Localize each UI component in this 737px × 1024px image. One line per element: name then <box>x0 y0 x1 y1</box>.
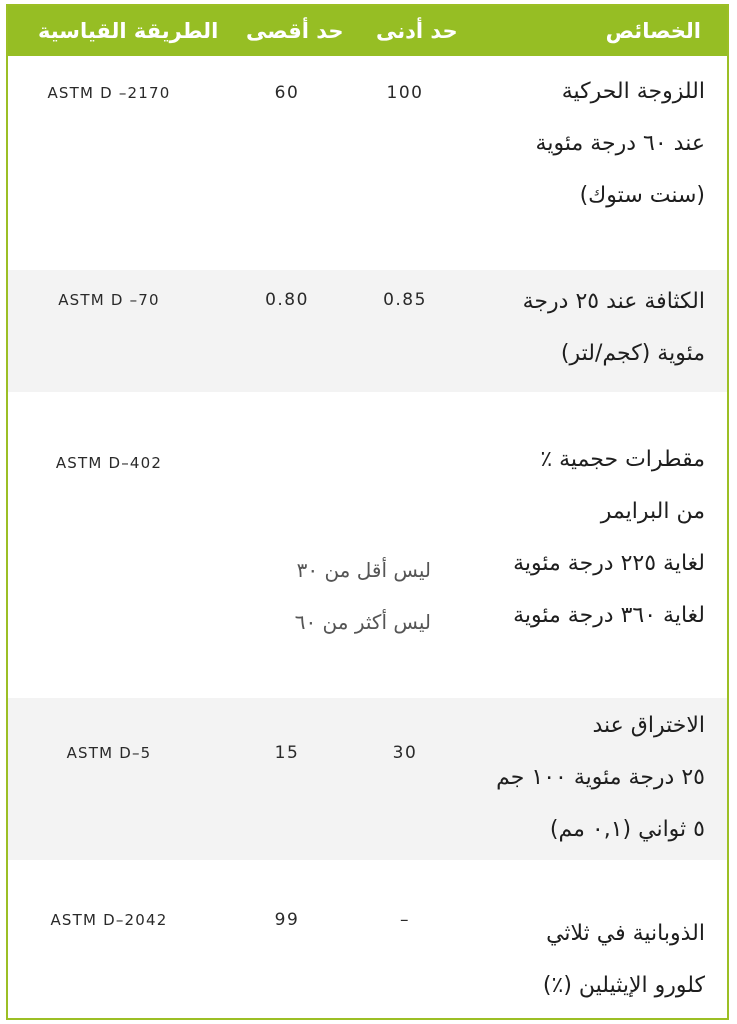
property-cell <box>523 276 705 380</box>
property-cell <box>496 700 705 856</box>
max-value: 0.80 <box>265 290 309 310</box>
property-line: لغاية ٢٢٥ درجة مئوية <box>513 551 705 576</box>
method-value: ASTM D–402 <box>55 454 163 472</box>
property-line: الاختراق عند <box>592 713 705 738</box>
table-row <box>8 860 727 1018</box>
table-row <box>8 392 727 698</box>
distillate-note: ليس أكثر من ٦٠ <box>294 610 431 634</box>
method-value: ASTM D –2170 <box>47 84 171 102</box>
table-header <box>8 6 727 56</box>
specifications-table <box>6 4 729 1020</box>
property-line: لغاية ٣٦٠ درجة مئوية <box>513 603 705 628</box>
min-value: 100 <box>386 83 424 103</box>
max-value: 60 <box>274 83 300 103</box>
property-line: من البرايمر <box>600 499 705 524</box>
property-line: (سنت ستوك) <box>579 183 705 208</box>
property-cell <box>543 908 705 1012</box>
property-line: مئوية (كجم/لتر) <box>560 341 705 366</box>
property-line: ٢٥ درجة مئوية ١٠٠ جم <box>496 765 705 790</box>
property-line: الكثافة عند ٢٥ درجة <box>522 289 705 314</box>
distillate-note: ليس أقل من ٣٠ <box>296 558 431 582</box>
property-line: الذوبانية في ثلاثي <box>546 921 705 946</box>
table-row <box>8 698 727 860</box>
property-line: اللزوجة الحركية <box>561 79 705 104</box>
table-row <box>8 56 727 270</box>
table-row <box>8 270 727 392</box>
property-line: عند ٦٠ درجة مئوية <box>535 131 705 156</box>
property-line: مقطرات حجمية ٪ <box>540 447 705 472</box>
property-line: كلورو الإيثيلين (٪) <box>542 973 705 998</box>
property-cell <box>513 434 705 642</box>
header-max: حد أقصى <box>246 19 344 43</box>
max-value: 15 <box>274 743 300 763</box>
header-method: الطريقة القياسية <box>38 19 219 43</box>
header-min: حد أدنى <box>376 19 458 43</box>
property-cell <box>536 66 705 222</box>
header-property: الخصائص <box>605 19 701 43</box>
method-value: ASTM D–2042 <box>50 911 168 929</box>
max-value: 99 <box>274 910 300 930</box>
property-line: ٥ ثواني (٠,١ مم) <box>549 817 705 842</box>
min-value: 0.85 <box>383 290 427 310</box>
min-value: – <box>400 910 410 930</box>
method-value: ASTM D –70 <box>58 291 160 309</box>
min-value: 30 <box>392 743 418 763</box>
method-value: ASTM D–5 <box>66 744 152 762</box>
